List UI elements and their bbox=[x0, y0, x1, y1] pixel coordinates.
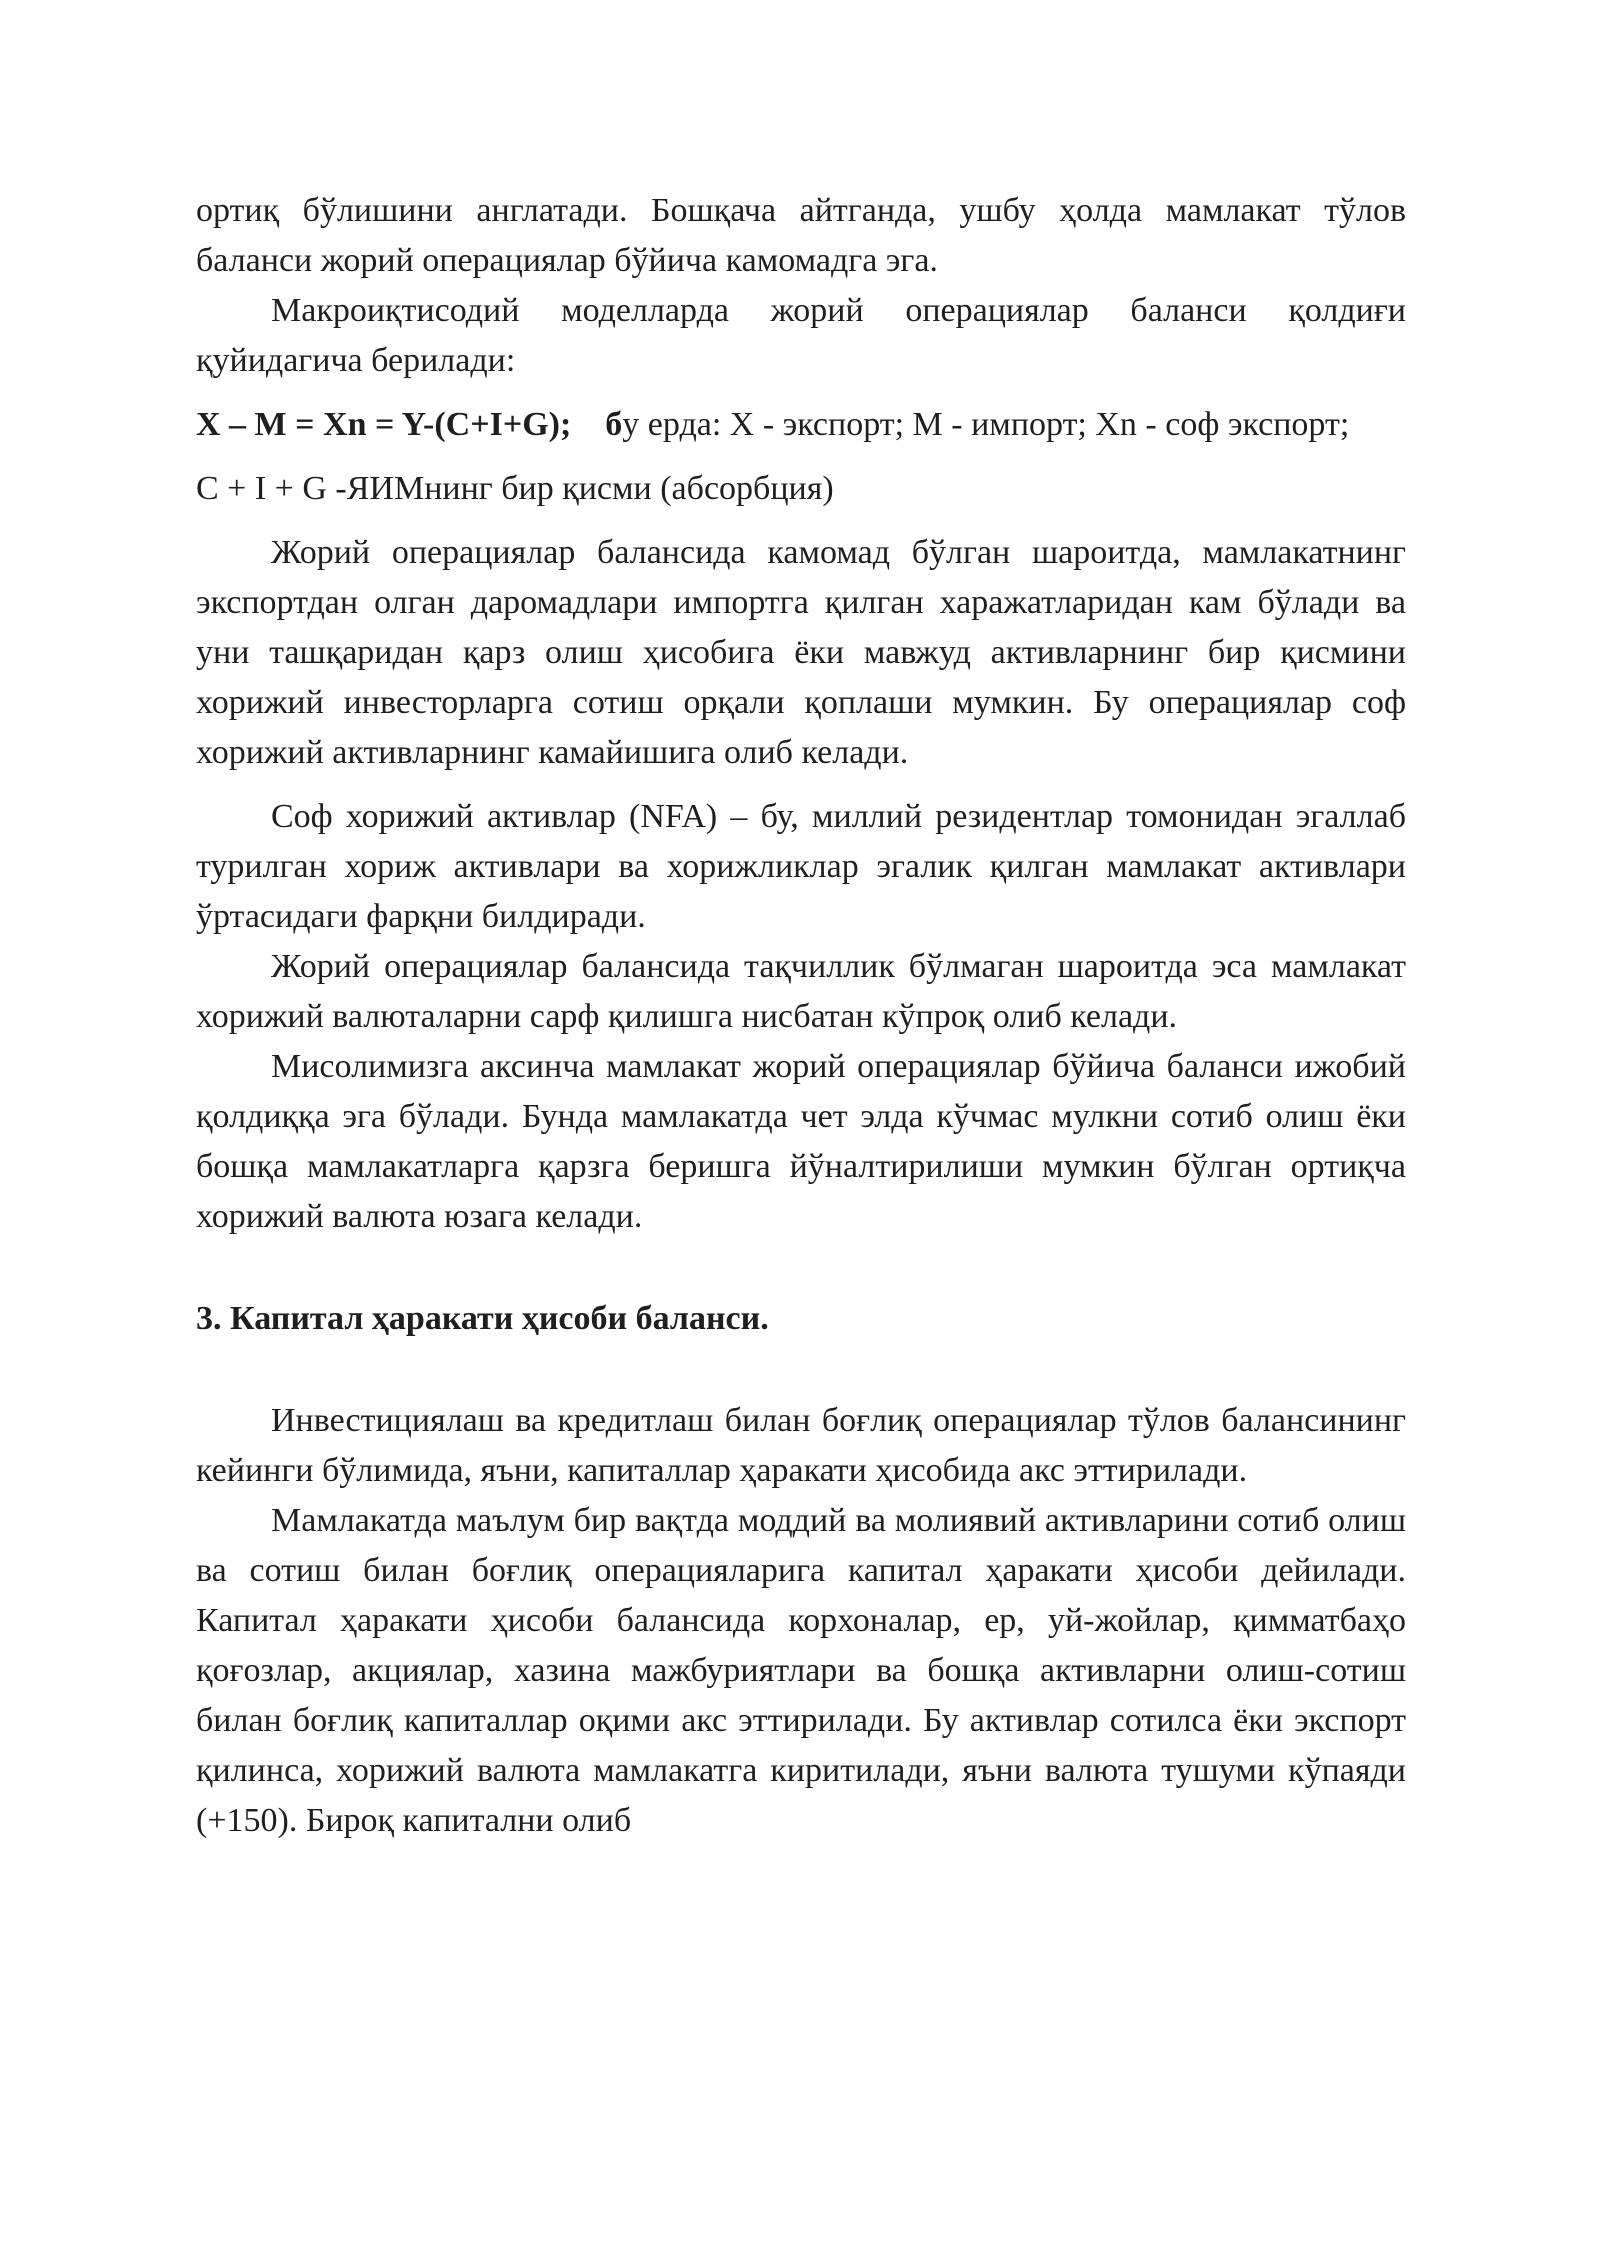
paragraph-6: Мисолимизга аксинча мамлакат жорий операциялар бўйича баланси ижобий қолдиққа эга бўлади. Бунда мамлакатда чет элда кўчмас мулкни сотиб олиш ёки бошқа мамлакатларга қарзга беришга йўналтирилиши мумкин бўлган ортиқча хорижий валюта юзага келади. bbox=[196, 1048, 1406, 1235]
formula-absorption: C + I + G -ЯИМнинг бир қисми (абсорбция) bbox=[196, 470, 834, 507]
paragraph-4: Соф хорижий активлар (NFA) – бу, миллий резидентлар томонидан эгаллаб турилган хориж активлари ва хорижликлар эгалик қилган мамлакат активлари ўртасидаги фарқни билдиради. bbox=[196, 798, 1406, 935]
paragraph-7: Инвестициялаш ва кредитлаш билан боғлиқ операциялар тўлов балансининг кейинги бўлимида, яъни, капиталлар ҳаракати ҳисобида акс эттирилади. bbox=[196, 1402, 1406, 1489]
formula-bold-letter: б bbox=[605, 406, 623, 443]
formula-line bbox=[196, 400, 1406, 450]
formula-legend: у ерда: X - экспорт; M - импорт; Xn - соф экспорт; bbox=[622, 406, 1350, 443]
paragraph-2: Макроиқтисодий моделларда жорий операциялар баланси қолдиғи қуйидагича берилади: bbox=[196, 292, 1406, 379]
paragraph-5: Жорий операциялар балансида тақчиллик бўлмаган шароитда эса мамлакат хорижий валюталарни сарф қилишга нисбатан кўпроқ олиб келади. bbox=[196, 948, 1406, 1035]
document-page bbox=[196, 186, 1406, 1846]
paragraph-3: Жорий операциялар балансида камомад бўлган шароитда, мамлакатнинг экспортдан олган даромадлари импортга қилган харажатларидан кам бўлади ва уни ташқаридан қарз олиш ҳисобига ёки мавжуд активларнинг бир қисмини хорижий инвесторларга сотиш орқали қоплаши мумкин. Бу операциялар соф хорижий активларнинг камайишига олиб келади. bbox=[196, 534, 1406, 771]
paragraph-1: ортиқ бўлишини англатади. Бошқача айтганда, ушбу ҳолда мамлакат тўлов баланси жорий операциялар бўйича камомадга эга. bbox=[196, 192, 1406, 279]
formula-expression: X – M = Xn = Y-(C+I+G); bbox=[196, 406, 572, 443]
paragraph-8: Мамлакатда маълум бир вақтда моддий ва молиявий активларини сотиб олиш ва сотиш билан боғлиқ операцияларига капитал ҳаракати ҳисоби дейилади. Капитал ҳаракати ҳисоби балансида корхоналар, ер, уй-жойлар, қимматбаҳо қоғозлар, акциялар, хазина мажбуриятлари ва бошқа активларни олиш-сотиш билан боғлиқ капиталлар оқими акс эттирилади. Бу активлар сотилса ёки экспорт қилинса, хорижий валюта мамлакатга киритилади, яъни валюта тушуми кўпаяди (+150). Бироқ капитални олиб bbox=[196, 1502, 1406, 1839]
section-heading: 3. Капитал ҳаракати ҳисоби баланси. bbox=[196, 1300, 769, 1337]
